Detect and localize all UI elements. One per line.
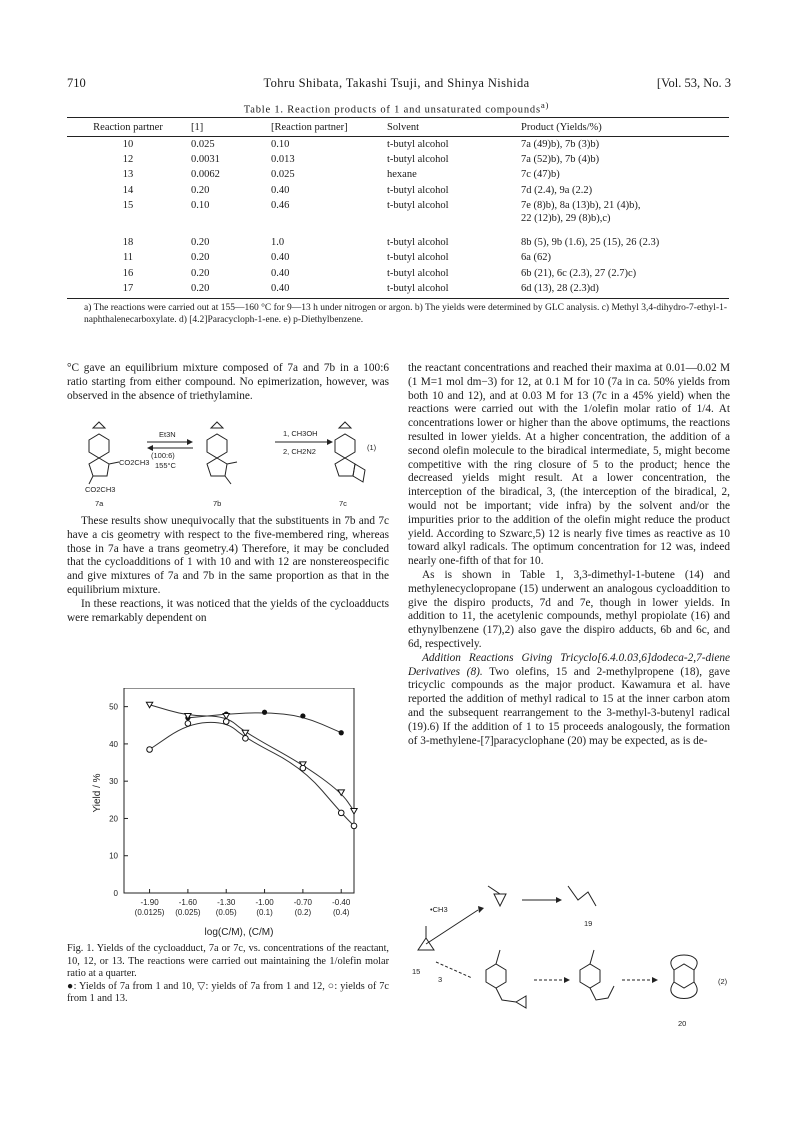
x-axis-title: log(C/M), (C/M) [204,927,274,938]
page-number: 710 [67,76,86,90]
scheme-2 [408,880,738,1040]
y-tick-label: 0 [113,889,118,898]
x-tick-label: -1.90 [140,898,159,907]
table-cell: 0.40 [269,281,385,299]
compound-label-7c: 7c [339,499,347,508]
paragraph: In these reactions, it was noticed that the yields of the cycloadducts were remarkably dependent on [67,597,389,624]
journal-volume: [Vol. 53, No. 3 [656,76,731,90]
table-cell: t-butyl alcohol [387,237,449,249]
ratio-label: (100:6) [151,451,175,460]
paracyclophane-20 [671,955,697,999]
table-cell: 16 [122,267,134,279]
series-line-triangle [150,705,354,811]
col-header: Product (Yields/%) [519,118,729,137]
col-header: Solvent [385,118,519,137]
reaction-table [67,117,729,299]
table-cell: 17 [67,281,189,299]
table-cell: 7c (47)b) [521,169,560,181]
table-cell: t-butyl alcohol [387,252,449,264]
scheme-1 [67,418,389,508]
table-row [67,250,729,265]
y-axis [109,703,128,898]
left-column-top [67,362,389,403]
plot-frame [124,688,354,893]
table-cell: 14 [122,184,134,196]
x-tick-label: -0.40 [332,898,351,907]
data-point-open-circle [243,736,249,742]
table-row [67,281,729,299]
compound-label-7b: 7b [213,499,222,508]
series-line-open-circle [150,722,354,826]
data-point-filled-circle [300,713,305,718]
data-point-open-circle [223,719,229,725]
table-cell: 7d (2.4), 9a (2.2) [521,184,593,196]
x-tick-label-secondary: (0.2) [294,908,312,917]
table-cell: hexane [387,169,417,181]
x-tick-label-secondary: (0.0125) [134,908,165,917]
data-point-open-circle [147,747,153,753]
intermediate-a [486,950,526,1008]
paragraph: As is shown in Table 1, 3,3-dimethyl-1-butene (14) and methylenecyclopropane (15) underwent an analogous cycloaddition to give the dispiro products, 7d and 7e, though in lower yields. In addition to 11, the acetylenic compounds, methyl propiolate (16) and ethynylbenzene (17),2) also gave the dispiro adducts, 6b and 6c, and 6d, respectively. [408,568,730,650]
caption-line: Fig. 1. Yields of the cycloadduct, 7a or 7c, vs. concentrations of the reactant, 10, 12, or 13. The reactions were carried out maintaining the 1/olefin molar ratio at a quarter. [67,943,389,980]
table-cell: 11 [122,252,134,264]
paragraph-text: Two olefins, 15 and 2-methylpropene (18), gave tricyclic compounds as the major product. Kawamura et al. have reported the addition of methyl radical to 15 at the inner carbon atom and the subsequent rearrangement to the 3-methyl-3-butenyl radical (19).6) If the addition of 1 to 15 proceeds analogously, the formation of 3-methylene-[7]paracyclophane (20) may be expected, as is de- [408,665,730,747]
col-header: [1] [189,118,269,137]
equation-number: (2) [718,977,728,986]
table-cell: 0.10 [191,199,210,211]
table-row [67,226,729,250]
table-cell: 0.20 [191,252,210,264]
table-row [67,137,729,153]
table-cell: t-butyl alcohol [387,139,449,150]
table-cell: 0.40 [271,252,290,264]
table-cell: 6d (13), 28 (2.3)d) [519,281,729,299]
data-point-triangle [351,809,357,815]
structure-7b [207,422,237,484]
paragraph: °C gave an equilibrium mixture composed of 7a and 7b in a 100:6 ratio starting from either compound. No epimerization, however, was observed in the absence of triethylamine. [67,362,389,402]
right-column [408,362,730,748]
running-authors: Tohru Shibata, Takashi Tsuji, and Shinya Nishida [263,76,530,90]
methyl-radical: •CH3 [430,905,448,914]
caption-legend: ●: Yields of 7a from 1 and 10, ▽: yields of 7a from 1 and 12, ○: yields of 7c from 1 and 13. [67,980,389,1005]
paragraph: the reactant concentrations and reached their maxima at 0.01—0.02 M (1 M=1 mol dm−3) for 12, at 0.1 M for 10 (7a in ca. 50% yields from both 10 and 12), and at 0.03 M for 13 (7c in a 45% yield) when the reactions were carried out with the 1/olefin molar ratio of 1/4. At concentrations lower or higher than the above optimums, the reactions resulted in lower yields. At a higher concentration, the addition of a second olefin molecule to the biradical intermediate, 5, might become competitive with the ring closure of 5 to the product; hence the decreased yields might result. At a lower concentration, the interception of the biradical, 3, (the interception of the biradical, 2, would not be important; vide infra) by the solvent and/or the impurities prior to the addition of the olefin might reduce the product yield. According to Szwarc,5) 12 is nearly five times as reactive as 10 toward alkyl radicals. The optimum concentration for 12 was, indeed nearly one-fifth of that for 10. [408,362,730,568]
table-title-text: Table 1. Reaction products of 1 and unsaturated compounds [243,104,541,116]
x-tick-label: -1.00 [255,898,274,907]
step-1: 1, CH3OH [283,429,318,438]
figure-caption [67,943,389,1006]
data-point-filled-circle [339,730,344,735]
compound-label-19: 19 [584,919,593,928]
table-cell: 0.20 [191,267,210,279]
table-title [0,100,793,116]
col-header: [Reaction partner] [269,118,385,137]
table-cell: t-butyl alcohol [387,267,449,279]
table-row [67,152,729,167]
table-cell: 0.025 [271,169,295,181]
x-tick-label: -1.60 [178,898,198,907]
table-footnotes: a) The reactions were carried out at 155—160 °C for 9—13 h under nitrogen or argon. b) The yields were determined by GLC analysis. c) Methyl 3,4-dihydro-7-ethyl-1-naphthalenecarboxylate. d) [4.2]Paracycloph-1-ene. e) p-Diethylbenzene. [84,303,728,325]
data-point-open-circle [185,721,191,727]
table-cell: 7a (49)b), 7b (3)b) [521,139,600,150]
x-tick-label-secondary: (0.4) [332,908,350,917]
compound-label-15: 15 [412,967,421,976]
table-cell: t-butyl alcohol [387,199,449,211]
x-tick-label-secondary: (0.025) [175,908,201,917]
data-point-open-circle [351,823,357,829]
table-cell: t-butyl alcohol [385,281,519,299]
compound-label-20: 20 [678,1019,687,1028]
table-cell: 0.0062 [191,169,220,181]
table-cell: 1.0 [271,237,285,249]
ester-label: CO2CH3 [85,485,116,494]
data-point-open-circle [338,810,344,816]
compound-label-3: 3 [438,975,443,984]
table-cell: t-butyl alcohol [387,184,449,196]
y-tick-label: 40 [109,739,118,749]
ester-label: CO2CH3 [119,458,150,467]
section-heading: Addition Reactions Giving Tricyclo[6.4.0.03,6]dodeca-2,7-diene Derivatives (8). [408,651,730,678]
table-row [67,167,729,182]
table-cell: 15 [122,199,134,211]
cyclopropane [494,894,506,906]
table-cell: 0.40 [271,184,290,196]
table-cell: t-butyl alcohol [387,154,449,166]
table-row [67,183,729,198]
temp-label: 155°C [155,461,176,470]
table-cell: 0.40 [271,267,290,279]
table-cell: 0.20 [191,184,210,196]
table-cell: 0.46 [271,199,290,211]
paragraph: These results show unequivocally that the substituents in 7b and 7c have a cis geometry with respect to the five-membered ring, whereas those in 7a have a trans geometry.4) Therefore, it may be concluded that the cycloadditions of 1 with 10 and with 12 are nonstereospecific and give mixtures of 7a and 7b in the same proportion as that in the equilibrium mixture. [67,515,389,596]
table-cell: 0.0031 [191,154,220,166]
table-row [67,266,729,281]
table-cell: 10 [122,139,134,150]
table-cell: 0.013 [271,154,295,166]
table-cell: 6a (62) [521,252,552,264]
x-tick-label-secondary: (0.1) [256,908,273,917]
fig1-chart [90,688,370,938]
step-2: 2, CH2N2 [283,447,316,456]
y-axis-title: Yield / % [92,773,103,813]
paragraph [408,652,730,749]
y-tick-label: 10 [109,851,118,861]
table-row [67,198,729,226]
col-header: Reaction partner [67,118,189,137]
series-layer [146,702,357,828]
y-tick-label: 30 [109,777,118,787]
left-column-bottom [67,515,389,625]
equation-number: (1) [367,443,377,452]
table-cell: 0.20 [191,237,210,249]
table-cell: 13 [122,169,134,181]
table-cell: 8b (5), 9b (1.6), 25 (15), 26 (2.3) [521,237,660,249]
table-cell: 6b (21), 6c (2.3), 27 (2.7)c) [521,267,637,279]
y-tick-label: 50 [109,702,118,712]
structure-7a [89,422,119,484]
data-point-filled-circle [262,710,267,715]
data-point-open-circle [300,765,306,771]
intermediate-b [580,950,614,1000]
table-cell: 18 [122,237,134,249]
table-cell: 12 [122,154,134,166]
reagent-et3n: Et3N [159,430,176,439]
compound-label-7a: 7a [95,499,104,508]
y-tick-label: 20 [109,814,118,824]
x-tick-label-secondary: (0.05) [215,908,237,917]
table-cell: 0.10 [271,139,290,150]
x-tick-label: -1.30 [217,898,236,907]
table-cell: 0.025 [191,139,215,150]
table-cell: 7e (8)b), 8a (13)b), 21 (4)b), 22 (12)b), 29 (8)b),c) [521,199,641,225]
table-title-sup: a) [540,100,550,110]
structure-7c [335,422,365,482]
table-cell: 7a (52)b), 7b (4)b) [521,154,600,166]
table-cell: 0.20 [189,281,269,299]
table-header-row [67,118,729,137]
x-tick-label: -0.70 [293,898,313,907]
